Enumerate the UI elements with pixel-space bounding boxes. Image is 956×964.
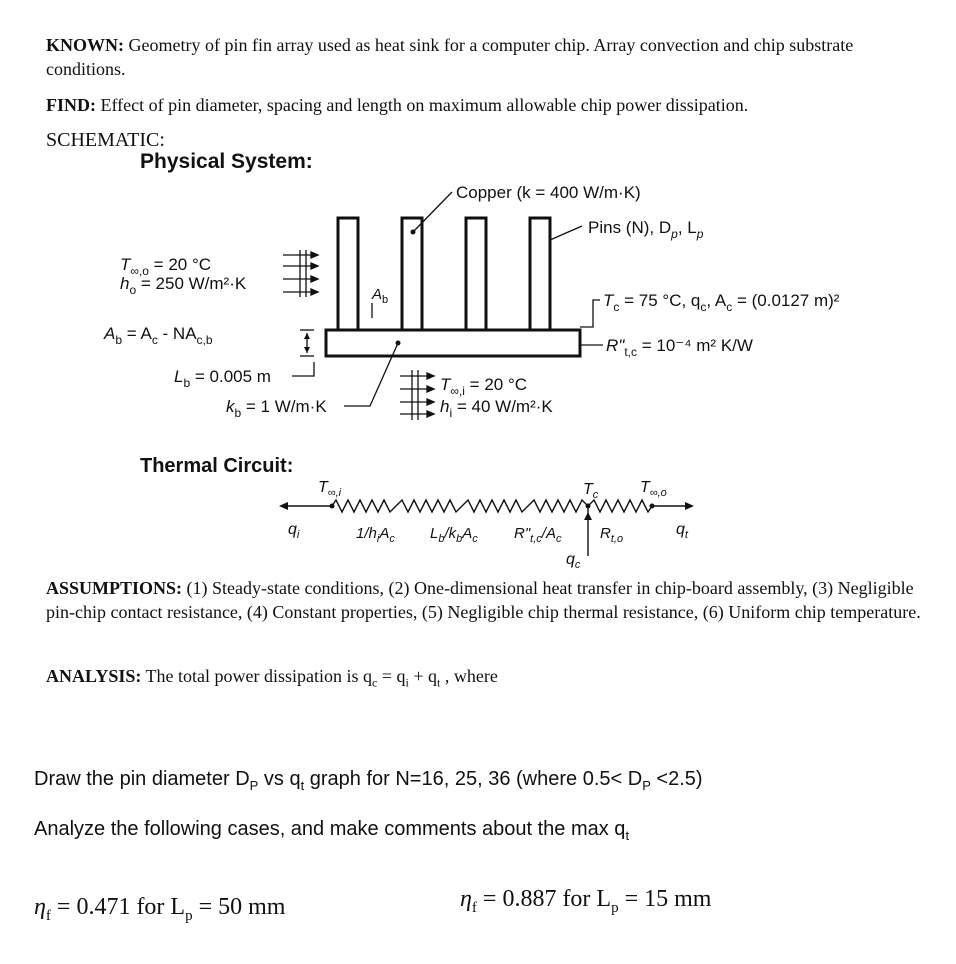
svg-text:qi [288, 521, 300, 541]
ab-formula-sub-3: c,b [196, 333, 213, 347]
analysis-eq: q [363, 666, 373, 686]
svg-text:T∞,i [318, 479, 342, 499]
circuit-t-inf-i-sub: ∞,i [327, 487, 342, 499]
case-2 [460, 886, 711, 917]
analysis-label: ANALYSIS: [46, 666, 142, 686]
case-1-sub: p [185, 907, 193, 924]
svg-text:1/hiAc [356, 525, 395, 545]
physical-system-title: Physical System: [140, 150, 313, 173]
analysis-eq-sub-1: c [372, 675, 378, 690]
circuit-qt-sub: t [684, 529, 688, 541]
svg-text:Rt,o [600, 525, 623, 545]
substrate-plate [326, 330, 580, 356]
t-inf-i-symbol: T [440, 375, 451, 394]
circuit-r3-sub-2: c [555, 533, 562, 545]
analysis-eq-mid: = q [377, 666, 406, 686]
h-i-value: = 40 W/m²·K [452, 397, 553, 416]
pins-sep: , L [677, 218, 697, 237]
lb-value: = 0.005 m [190, 367, 271, 386]
kb-value: = 1 W/m·K [241, 397, 327, 416]
h-o-sub: o [129, 283, 137, 297]
svg-text:Tc = 75 °C, qc, Ac = (0.0127 m [603, 291, 840, 314]
rtc-symbol: R" [606, 336, 625, 355]
known-text: Geometry of pin fin array used as heat sink for a computer chip. Array convection and chip substrate conditions. [46, 35, 854, 79]
h-o-value: = 250 W/m²·K [136, 274, 247, 293]
pin-4 [530, 218, 550, 330]
circuit-r1-sub: i [376, 533, 380, 545]
rtc-value: = 10⁻⁴ m² K/W [636, 336, 753, 355]
pins-label: Pins (N), D [588, 218, 672, 237]
circuit-r3: R" [514, 525, 531, 542]
svg-text:kb = 1 W/m·K [226, 397, 327, 420]
circuit-t-inf-o-symbol: T [640, 479, 650, 496]
case-2-eta-sub: f [471, 899, 477, 916]
assumptions-paragraph [46, 576, 936, 624]
kb-symbol: k [226, 397, 235, 416]
case-2-end: = 15 mm [618, 886, 712, 912]
schematic-label: SCHEMATIC: [46, 129, 165, 151]
circuit-t-inf-i-symbol: T [318, 479, 328, 496]
analysis-eq-end: , where [440, 666, 498, 686]
pin-2 [402, 218, 422, 330]
h-o-symbol: h [120, 274, 130, 293]
known-label: KNOWN: [46, 35, 124, 55]
question-line-1-d: <2.5) [650, 768, 703, 790]
tc-value-2: , A [706, 291, 727, 310]
circuit-r2-sub-3: c [472, 533, 478, 545]
ab-formula-symbol: A [104, 324, 116, 343]
circuit-r1-sub-2: c [389, 533, 395, 545]
circuit-qc-symbol: q [566, 551, 575, 568]
ab-pin-symbol: A [372, 286, 383, 303]
svg-text:R"t,c/Ac [514, 525, 562, 545]
tc-value-3: = (0.0127 m)² [732, 291, 840, 310]
ab-formula-rest-2: - NA [157, 324, 197, 343]
assumptions-text: (1) Steady-state conditions, (2) One-dimensional heat transfer in chip-board assembly, (3) Negligible pin-chip contact resistance, (4) Constant properties, (5) Negligible chip thermal resistance, (6) Uniform chip temperature. [46, 578, 921, 622]
ab-formula-rest: = A [122, 324, 152, 343]
tc-sub: c [613, 300, 620, 314]
circuit-r2: L [430, 525, 439, 542]
circuit-qi-symbol: q [288, 521, 297, 538]
svg-text:Lb = 0.005 m [174, 367, 271, 390]
svg-text:R"t,c = 10⁻⁴ m² K/W [606, 336, 753, 359]
case-1-eta-sub: f [45, 907, 51, 924]
t-inf-i-value: = 20 °C [464, 375, 528, 394]
t-inf-i-sub: ∞,i [450, 384, 465, 398]
copper-label: Copper (k = 400 W/m·K) [456, 183, 641, 202]
svg-text:Tc [583, 481, 599, 501]
question-line-1-a: Draw the pin diameter D [34, 768, 250, 790]
lb-symbol: L [174, 367, 184, 386]
circuit-r1: 1/h [356, 525, 377, 542]
tc-sub-3: c [726, 300, 733, 314]
circuit-r2-rest: /k [444, 525, 457, 542]
svg-text:Lb/kbAc [430, 525, 478, 545]
question-line-1 [34, 768, 703, 793]
assumptions-label: ASSUMPTIONS: [46, 578, 183, 598]
pins-sub-1: p [671, 227, 678, 241]
question-line-1-c: graph for N=16, 25, 36 (where 0.5< D [304, 768, 643, 790]
circuit-r2-sub: b [438, 533, 445, 545]
circuit-t-inf-o-sub: ∞,o [649, 487, 667, 499]
pins-sub-2: p [696, 227, 704, 241]
case-1-end: = 50 mm [192, 894, 286, 920]
question-line-2-sub: t [625, 828, 630, 843]
question-line-2-a: Analyze the following cases, and make comments about the max q [34, 818, 626, 840]
case-1 [34, 894, 285, 925]
case-2-eta: η [460, 886, 472, 912]
t-inf-o-value: = 20 °C [148, 255, 212, 274]
circuit-r2-sub-2: b [456, 533, 463, 545]
circuit-tc-sub: c [592, 489, 599, 501]
circuit-rto-sub: t,o [610, 533, 624, 545]
question-line-1-sub-2: t [300, 778, 305, 793]
pin-1 [338, 218, 358, 330]
analysis-eq-sub-3: t [437, 675, 441, 690]
svg-text:T∞,i = 20 °C [440, 375, 527, 398]
t-inf-o-symbol: T [120, 255, 131, 274]
t-inf-o-sub: ∞,o [130, 264, 149, 278]
h-i-symbol: h [440, 397, 450, 416]
svg-text:T∞,o [640, 479, 667, 499]
case-2-sub: p [611, 899, 619, 916]
analysis-eq-sub-2: i [405, 675, 409, 690]
svg-text:Ab [371, 286, 388, 306]
circuit-r3-rest: /A [541, 525, 556, 542]
circuit-qt-symbol: q [676, 521, 685, 538]
svg-text:Pins (N), Dp, Lp [588, 218, 704, 241]
circuit-tc-symbol: T [583, 481, 593, 498]
svg-text:hi = 40 W/m²·K [440, 397, 553, 420]
ab-formula-sub: b [115, 333, 123, 347]
case-1-text: = 0.471 for L [50, 894, 186, 920]
find-text: Effect of pin diameter, spacing and length on maximum allowable chip power dissipation. [96, 95, 749, 115]
tc-symbol: T [603, 291, 614, 310]
question-line-2 [34, 818, 629, 843]
circuit-qc-sub: c [574, 559, 581, 571]
circuit-r1-rest: A [379, 525, 390, 542]
rtc-sub: t,c [624, 345, 637, 359]
svg-text:qc [566, 551, 581, 571]
ab-formula-sub-2: c [151, 333, 158, 347]
h-i-sub: i [449, 406, 453, 420]
circuit-r3-sub: t,c [530, 533, 542, 545]
analysis-eq-mid-2: + q [408, 666, 438, 686]
lb-sub: b [183, 376, 191, 390]
case-2-text: = 0.887 for L [476, 886, 612, 912]
case-1-eta: η [34, 894, 46, 920]
question-line-1-sub-3: P [642, 778, 651, 793]
svg-text:ho = 250 W/m²·K [120, 274, 247, 297]
question-line-1-b: vs q [258, 768, 301, 790]
svg-text:qt [676, 521, 689, 541]
tc-sub-2: c [700, 300, 707, 314]
pin-3 [466, 218, 486, 330]
circuit-rto: R [600, 525, 611, 542]
question-line-1-sub-1: P [249, 778, 259, 793]
analysis-text: The total power dissipation is [141, 666, 364, 686]
thermal-circuit-title: Thermal Circuit: [140, 455, 294, 477]
analysis-paragraph [46, 664, 936, 695]
physical-system-diagram [0, 0, 956, 460]
ab-pin-sub: b [382, 294, 389, 306]
kb-sub: b [234, 406, 242, 420]
circuit-qi-sub: i [296, 529, 300, 541]
svg-text:Copper (k = 400 W/m·K) [456, 183, 641, 202]
resistor-chain [332, 500, 652, 512]
tc-value: = 75 °C, q [619, 291, 701, 310]
svg-text:Ab = Ac - NAc,b [103, 324, 213, 347]
thermal-circuit-diagram [0, 460, 956, 580]
circuit-r2-rest-2: A [462, 525, 473, 542]
find-label: FIND: [46, 95, 96, 115]
